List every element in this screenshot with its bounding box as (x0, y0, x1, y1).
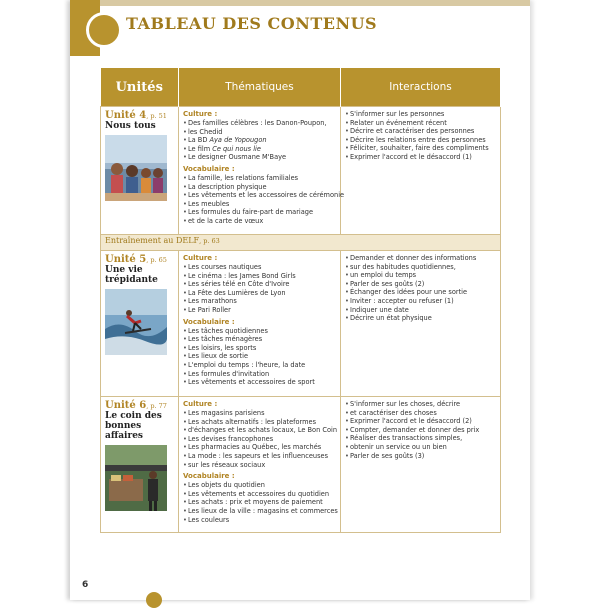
page-number: 6 (82, 580, 89, 590)
list-item: • Parler de ses goûts (2) (345, 280, 496, 289)
list-item: • Réaliser des transactions simples, (345, 434, 496, 443)
page (70, 0, 530, 600)
vocab-list (183, 173, 345, 226)
unit-subtitle: Une vie trépidante (105, 265, 158, 285)
unit-name: Unité 4 (105, 110, 147, 121)
list-item: • et de la carte de vœux (183, 217, 336, 226)
list-item: • Décrire et caractériser des personnes (345, 127, 496, 136)
list-item: • un emploi du temps (345, 271, 496, 280)
vocab-list (183, 327, 336, 387)
kitesurf-photo (105, 289, 167, 355)
list-item: • La description physique (183, 183, 336, 192)
unit-page: , p. 65 (146, 256, 167, 264)
interactions-list (345, 110, 496, 162)
list-item: • Les courses nautiques (183, 263, 336, 272)
list-item: • Les vêtements et accessoires de sport (183, 378, 336, 387)
interactions-cell-4 (341, 107, 501, 235)
list-item: • d'échanges et les achats locaux, Le Bon Coin (183, 426, 336, 435)
list-item: • Exprimer l'accord et le désaccord (1) (345, 153, 496, 162)
vocab-list (183, 481, 336, 524)
page-title: TABLEAU DES CONTENUS (126, 14, 378, 33)
list-item: • Les devises francophones (183, 435, 336, 444)
list-item: • Inviter : accepter ou refuser (1) (345, 297, 496, 306)
vocab-label: Vocabulaire : (183, 164, 235, 173)
list-item: • obtenir un service ou un bien (345, 443, 496, 452)
family-photo (105, 135, 167, 201)
delf-cell (101, 235, 501, 251)
list-item: • Les formules d'invitation (183, 370, 336, 379)
list-item: • Les séries télé en Côte d'Ivoire (183, 280, 336, 289)
delf-page: , p. 63 (199, 237, 220, 245)
list-item: • Le cinéma : les James Bond Girls (183, 272, 336, 281)
delf-row (101, 235, 501, 251)
list-item: • Féliciter, souhaiter, faire des compliments (345, 144, 496, 153)
list-item: • Les loisirs, les sports (183, 344, 336, 353)
list-item: • Les objets du quotidien (183, 481, 336, 490)
list-item: • S'informer sur les choses, décrire (345, 400, 496, 409)
list-item: • Les achats : prix et moyens de paiement (183, 498, 336, 507)
culture-label: Culture : (183, 400, 218, 408)
unit-name: Unité 6 (105, 400, 147, 411)
list-item: • Le film Ce qui nous lie (183, 145, 336, 154)
market-photo (105, 445, 167, 511)
list-item: • sur les réseaux sociaux (183, 461, 336, 470)
list-item: • La Fête des Lumières de Lyon (183, 289, 336, 298)
unit-page: , p. 51 (146, 112, 167, 120)
interactions-cell-5 (341, 251, 501, 397)
list-item: • Compter, demander et donner des prix (345, 426, 496, 435)
culture-label: Culture : (183, 110, 218, 118)
list-item: • Les couleurs (183, 516, 336, 525)
list-item: • Les pharmacies au Québec, les marchés (183, 443, 336, 452)
unit-row-6 (101, 397, 501, 533)
list-item: • Des familles célèbres : les Danon-Poupon, (183, 119, 336, 128)
list-item: • Décrire les relations entre des personnes (345, 136, 496, 145)
vocab-label: Vocabulaire : (183, 317, 235, 326)
header-row (101, 68, 501, 107)
list-item: • les Chedid (183, 128, 336, 137)
title-disc-icon (86, 12, 122, 48)
themes-cell-4 (179, 107, 345, 235)
list-item: • Exprimer l'accord et le désaccord (2) (345, 417, 496, 426)
list-item: • La mode : les sapeurs et les influenceuses (183, 452, 336, 461)
culture-list (183, 119, 336, 162)
list-item: • Les lieux de sortie (183, 352, 336, 361)
list-item: • Les formules du faire-part de mariage (183, 208, 336, 217)
header-themes: Thématiques (179, 68, 341, 107)
list-item: • et caractériser des choses (345, 409, 496, 418)
page-number-disc (146, 592, 162, 608)
list-item: • Les tâches ménagères (183, 335, 336, 344)
list-item: • La famille, les relations familiales (183, 174, 336, 183)
list-item: • Demander et donner des informations (345, 254, 496, 263)
list-item: • Parler de ses goûts (3) (345, 452, 496, 461)
interactions-list (345, 254, 496, 323)
unit-page: , p. 77 (146, 402, 167, 410)
list-item: • Indiquer une date (345, 306, 496, 315)
interactions-cell-6 (341, 397, 501, 533)
list-item: • L'emploi du temps : l'heure, la date (183, 361, 336, 370)
unit-name: Unité 5 (105, 254, 147, 265)
list-item: • Les meubles (183, 200, 336, 209)
list-item: • S'informer sur les personnes (345, 110, 496, 119)
list-item: • sur des habitudes quotidiennes, (345, 263, 496, 272)
unit-cell-6 (101, 397, 179, 533)
list-item: • Les lieux de la ville : magasins et commerces (183, 507, 336, 516)
unit-cell-4 (101, 107, 179, 235)
header-interactions: Interactions (341, 68, 501, 107)
list-item: • Les achats alternatifs : les plateformes (183, 418, 336, 427)
list-item: • Le designer Ousmane M'Baye (183, 153, 336, 162)
list-item: • Relater un événement récent (345, 119, 496, 128)
vocab-label: Vocabulaire : (183, 472, 235, 481)
list-item: • Les tâches quotidiennes (183, 327, 336, 336)
list-item: • Les vêtements et accessoires du quotidien (183, 490, 336, 499)
themes-cell-5 (179, 251, 341, 397)
list-item: • Le Pari Roller (183, 306, 336, 315)
contents-table (100, 68, 501, 533)
list-item: • Décrire un état physique (345, 314, 496, 323)
unit-row-4 (101, 107, 501, 235)
delf-label: Entraînement au DELF (105, 236, 200, 245)
list-item: • Les vêtements et les accessoires de cérémonie (183, 191, 336, 200)
list-item: • La BD Aya de Yopougon (183, 136, 336, 145)
culture-list (183, 409, 336, 469)
unit-subtitle: Nous tous (105, 121, 156, 131)
unit-cell-5 (101, 251, 179, 397)
interactions-list (345, 400, 496, 460)
header-units: Unités (101, 68, 179, 107)
top-band (70, 0, 530, 6)
themes-cell-6 (179, 397, 341, 533)
list-item: • Les marathons (183, 297, 336, 306)
list-item: • Les magasins parisiens (183, 409, 336, 418)
unit-row-5 (101, 251, 501, 397)
unit-subtitle: Le coin des bonnes affaires (105, 411, 162, 441)
list-item: • Échanger des idées pour une sortie (345, 288, 496, 297)
culture-label: Culture : (183, 254, 218, 262)
culture-list (183, 263, 336, 315)
